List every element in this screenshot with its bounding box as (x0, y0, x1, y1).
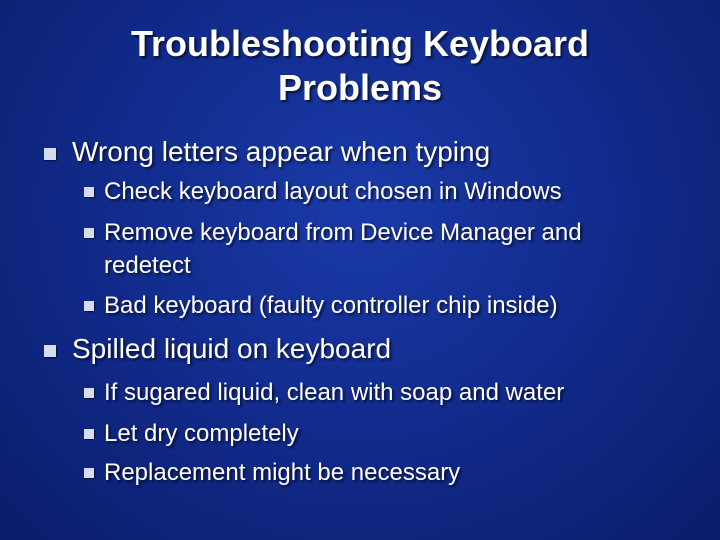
square-bullet-icon (84, 468, 94, 478)
sub-bullet-item: Let dry completely (104, 420, 299, 447)
square-bullet-icon (84, 388, 94, 398)
sub-bullet-item: Bad keyboard (faulty controller chip inside) (104, 292, 558, 319)
square-bullet-icon (84, 228, 94, 238)
square-bullet-icon (84, 301, 94, 311)
sub-bullet-item: If sugared liquid, clean with soap and water (104, 379, 565, 406)
bullet-heading-wrong-letters: Wrong letters appear when typing (72, 136, 491, 167)
slide-title-line: Problems (277, 67, 443, 108)
sub-bullet-item: Check keyboard layout chosen in Windows (104, 178, 562, 205)
sub-bullet-item: Replacement might be necessary (104, 459, 461, 486)
slide-title-line: Troubleshooting Keyboard (130, 23, 589, 64)
square-bullet-icon (84, 429, 94, 439)
square-bullet-icon (44, 345, 56, 357)
square-bullet-icon (84, 187, 94, 197)
square-bullet-icon (44, 148, 56, 160)
bullet-heading-spilled-liquid: Spilled liquid on keyboard (72, 333, 392, 364)
sub-bullet-item: Remove keyboard from Device Manager and (104, 219, 582, 246)
sub-bullet-item-continuation: redetect (104, 252, 191, 279)
